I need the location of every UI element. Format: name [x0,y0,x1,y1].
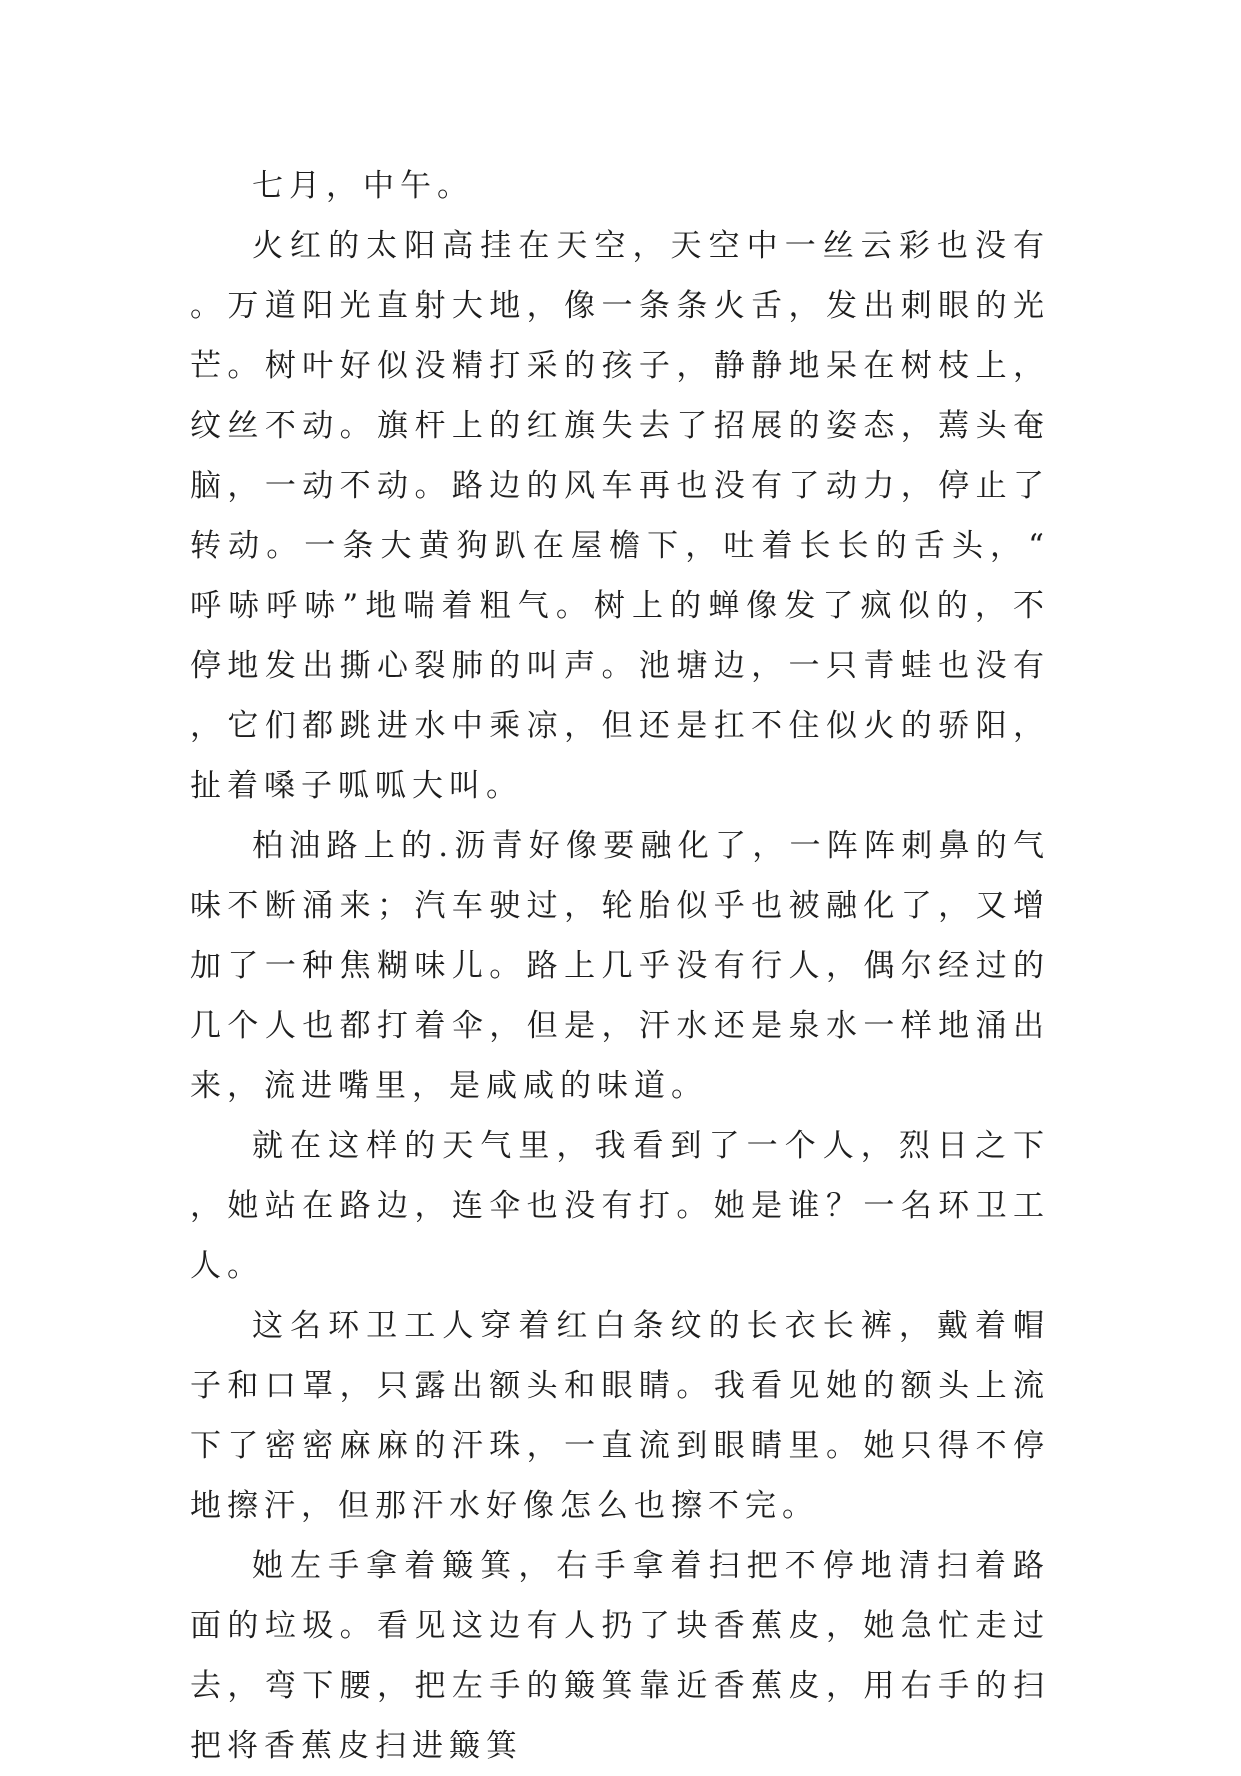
paragraph-worker: 这名环卫工人穿着红白条纹的长衣长裤，戴着帽子和口罩，只露出额头和眼睛。我看见她的额头上流下了密密麻麻的汗珠，一直流到眼睛里。她只得不停地擦汗，但那汗水好像怎么也擦不完。 [190,1308,1050,1524]
paragraph-time: 七月，中午。 [252,168,474,204]
paragraph-road: 柏油路上的.沥青好像要融化了，一阵阵刺鼻的气味不断涌来；汽车驶过，轮胎似乎也被融化了，又增加了一种焦糊味儿。路上几乎没有行人，偶尔经过的几个人也都打着伞，但是，汗水还是泉水一样地涌出来，流进嘴里，是咸咸的味道。 [190,828,1050,1104]
paragraph-sun: 火红的太阳高挂在天空，天空中一丝云彩也没有。万道阳光直射大地，像一条条火舌，发出刺眼的光芒。树叶好似没精打采的孩子，静静地呆在树枝上，纹丝不动。旗杆上的红旗失去了招展的姿态，蔫头奄脑，一动不动。路边的风车再也没有了动力，停止了转动。一条大黄狗趴在屋檐下，吐着长长的舌头，“呼哧呼哧”地喘着粗气。树上的蝉像发了疯似的，不停地发出撕心裂肺的叫声。池塘边，一只青蛙也没有，它们都跳进水中乘凉，但还是扛不住似火的骄阳，扯着嗓子呱呱大叫。 [190,228,1050,804]
paragraph-person: 就在这样的天气里，我看到了一个人，烈日之下，她站在路边，连伞也没有打。她是谁？一名环卫工人。 [190,1128,1050,1284]
document-body [190,156,1050,1776]
paragraph-sweeping: 她左手拿着簸箕，右手拿着扫把不停地清扫着路面的垃圾。看见这边有人扔了块香蕉皮，她急忙走过去，弯下腰，把左手的簸箕靠近香蕉皮，用右手的扫把将香蕉皮扫进簸箕 [190,1548,1050,1764]
